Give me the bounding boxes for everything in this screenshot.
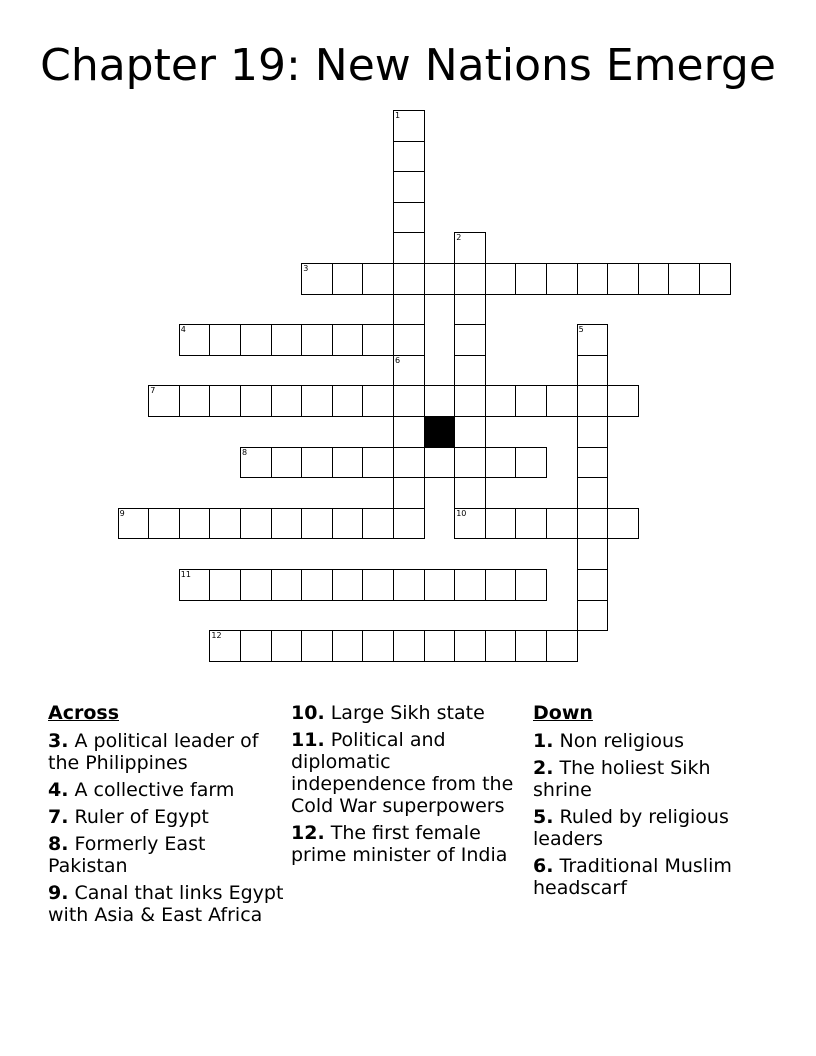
grid-cell[interactable]	[393, 569, 425, 601]
grid-cell[interactable]	[577, 447, 609, 479]
grid-cell[interactable]	[577, 263, 609, 295]
grid-cell[interactable]	[179, 385, 211, 417]
clue-number: 1	[395, 111, 401, 120]
down-heading: Down	[533, 702, 593, 724]
grid-cell[interactable]	[332, 263, 364, 295]
clue-number: 7	[150, 386, 156, 396]
grid-cell[interactable]	[454, 569, 486, 601]
clue-number: 4	[180, 325, 186, 335]
clue-column-2	[291, 702, 516, 871]
clue-number: 9	[119, 508, 125, 518]
clue-number: 8	[242, 447, 248, 457]
grid-cell[interactable]	[424, 385, 456, 417]
grid-cell[interactable]	[362, 385, 394, 417]
clue-across-12: 12. The first female prime minister of India	[291, 822, 508, 866]
grid-cell[interactable]	[515, 385, 547, 417]
clue-column-3	[533, 702, 758, 904]
grid-cell[interactable]	[118, 508, 150, 540]
grid-cell[interactable]	[515, 569, 547, 601]
grid-cell[interactable]	[332, 447, 364, 479]
grid-cell[interactable]	[485, 630, 517, 662]
grid-cell[interactable]	[546, 508, 578, 540]
grid-cell[interactable]	[179, 324, 211, 356]
clue-down-5: 5. Ruled by religious leaders	[533, 806, 729, 850]
grid-cell[interactable]	[454, 477, 486, 509]
grid-cell[interactable]	[577, 569, 609, 601]
grid-cell[interactable]	[454, 447, 486, 479]
grid-cell[interactable]	[454, 263, 486, 295]
grid-cell[interactable]	[515, 630, 547, 662]
grid-cell[interactable]	[424, 569, 456, 601]
clue-across-9: 9. Canal that links Egypt with Asia & East Africa	[48, 882, 284, 926]
grid-cell[interactable]	[607, 385, 639, 417]
grid-cell[interactable]	[393, 171, 425, 203]
grid-cell[interactable]	[454, 232, 486, 264]
grid-cell[interactable]	[454, 324, 486, 356]
grid-cell[interactable]	[301, 569, 333, 601]
grid-cell[interactable]	[577, 600, 609, 632]
clue-down-1: 1. Non religious	[533, 730, 684, 752]
grid-cell[interactable]	[515, 508, 547, 540]
grid-cell[interactable]	[301, 324, 333, 356]
grid-cell[interactable]	[362, 508, 394, 540]
grid-cell[interactable]	[577, 355, 609, 387]
grid-cell[interactable]	[485, 569, 517, 601]
grid-cell[interactable]	[577, 416, 609, 448]
grid-cell[interactable]	[362, 630, 394, 662]
grid-cell[interactable]	[209, 385, 241, 417]
grid-cell[interactable]	[577, 508, 609, 540]
grid-cell[interactable]	[271, 324, 303, 356]
page-title: Chapter 19: New Nations Emerge	[40, 40, 776, 91]
grid-cell[interactable]	[240, 569, 272, 601]
grid-cell[interactable]	[515, 447, 547, 479]
grid-cell[interactable]	[271, 508, 303, 540]
grid-cell[interactable]	[209, 324, 241, 356]
grid-cell[interactable]	[209, 569, 241, 601]
grid-cell[interactable]	[668, 263, 700, 295]
clue-number: 6	[395, 355, 401, 365]
clue-across-7: 7. Ruler of Egypt	[48, 806, 209, 828]
grid-cell[interactable]	[485, 508, 517, 540]
grid-cell[interactable]	[240, 508, 272, 540]
clue-across-10: 10. Large Sikh state	[291, 702, 485, 724]
clue-number: 2	[456, 233, 462, 243]
grid-cell[interactable]	[424, 447, 456, 479]
grid-cell[interactable]	[209, 508, 241, 540]
grid-cell[interactable]	[546, 263, 578, 295]
grid-cell[interactable]	[577, 538, 609, 570]
grid-cell[interactable]	[209, 630, 241, 662]
grid-cell[interactable]	[699, 263, 731, 295]
grid-cell[interactable]	[362, 263, 394, 295]
grid-cell[interactable]	[332, 508, 364, 540]
clue-number: 3	[303, 264, 309, 273]
grid-cell[interactable]	[271, 630, 303, 662]
grid-cell[interactable]	[393, 324, 425, 356]
grid-cell[interactable]	[577, 477, 609, 509]
grid-cell[interactable]	[607, 508, 639, 540]
clue-number: 12	[211, 631, 222, 641]
grid-cell[interactable]	[332, 324, 364, 356]
grid-cell[interactable]	[393, 294, 425, 326]
grid-cell[interactable]	[148, 385, 180, 417]
grid-cell[interactable]	[393, 141, 425, 173]
grid-cell[interactable]	[332, 385, 364, 417]
grid-cell[interactable]	[362, 447, 394, 479]
grid-cell[interactable]	[301, 447, 333, 479]
grid-cell[interactable]	[485, 447, 517, 479]
grid-cell[interactable]	[393, 110, 425, 142]
clue-column-1	[48, 702, 286, 931]
grid-cell[interactable]	[393, 508, 425, 540]
grid-cell[interactable]	[393, 263, 425, 295]
grid-cell[interactable]	[393, 630, 425, 662]
grid-cell[interactable]	[454, 355, 486, 387]
clue-number: 5	[578, 325, 584, 335]
grid-cell[interactable]	[271, 569, 303, 601]
grid-cell[interactable]	[515, 263, 547, 295]
grid-cell[interactable]	[485, 385, 517, 417]
grid-cell[interactable]	[240, 324, 272, 356]
grid-cell[interactable]	[393, 385, 425, 417]
grid-cell[interactable]	[546, 630, 578, 662]
grid-cell[interactable]	[179, 569, 211, 601]
clue-number: 11	[180, 570, 191, 579]
grid-cell[interactable]	[179, 508, 211, 540]
grid-cell[interactable]	[301, 263, 333, 295]
grid-cell[interactable]	[485, 263, 517, 295]
clue-across-8: 8. Formerly East Pakistan	[48, 833, 206, 877]
grid-cell[interactable]	[301, 385, 333, 417]
grid-cell[interactable]	[271, 447, 303, 479]
clue-down-6: 6. Traditional Muslim headscarf	[533, 855, 732, 899]
grid-cell[interactable]	[393, 202, 425, 234]
clue-across-11: 11. Political and diplomatic independence from the Cold War superpowers	[291, 729, 514, 817]
grid-cell[interactable]	[393, 232, 425, 264]
grid-cell[interactable]	[301, 508, 333, 540]
across-heading: Across	[48, 702, 120, 724]
grid-cell[interactable]	[424, 630, 456, 662]
grid-cell[interactable]	[454, 385, 486, 417]
grid-cell[interactable]	[546, 385, 578, 417]
grid-cell[interactable]	[240, 385, 272, 417]
grid-cell[interactable]	[454, 294, 486, 326]
grid-cell[interactable]	[393, 355, 425, 387]
grid-cell[interactable]	[607, 263, 639, 295]
clue-down-2: 2. The holiest Sikh shrine	[533, 757, 711, 801]
clue-number: 10	[456, 508, 467, 518]
grid-cell[interactable]	[301, 630, 333, 662]
grid-cell[interactable]	[577, 385, 609, 417]
grid-cell[interactable]	[424, 263, 456, 295]
grid-cell[interactable]	[362, 569, 394, 601]
grid-cell[interactable]	[332, 630, 364, 662]
grid-cell[interactable]	[332, 569, 364, 601]
grid-cell[interactable]	[393, 477, 425, 509]
grid-cell[interactable]	[148, 508, 180, 540]
grid-cell[interactable]	[454, 508, 486, 540]
grid-cell[interactable]	[362, 324, 394, 356]
grid-cell[interactable]	[454, 630, 486, 662]
clue-across-3: 3. A political leader of the Philippines	[48, 730, 259, 774]
grid-cell[interactable]	[577, 324, 609, 356]
grid-cell[interactable]	[240, 630, 272, 662]
clue-across-4: 4. A collective farm	[48, 779, 235, 801]
grid-cell[interactable]	[638, 263, 670, 295]
grid-cell[interactable]	[240, 447, 272, 479]
black-square	[424, 416, 456, 448]
grid-cell[interactable]	[393, 416, 425, 448]
grid-cell[interactable]	[454, 416, 486, 448]
grid-cell[interactable]	[393, 447, 425, 479]
grid-cell[interactable]	[271, 385, 303, 417]
